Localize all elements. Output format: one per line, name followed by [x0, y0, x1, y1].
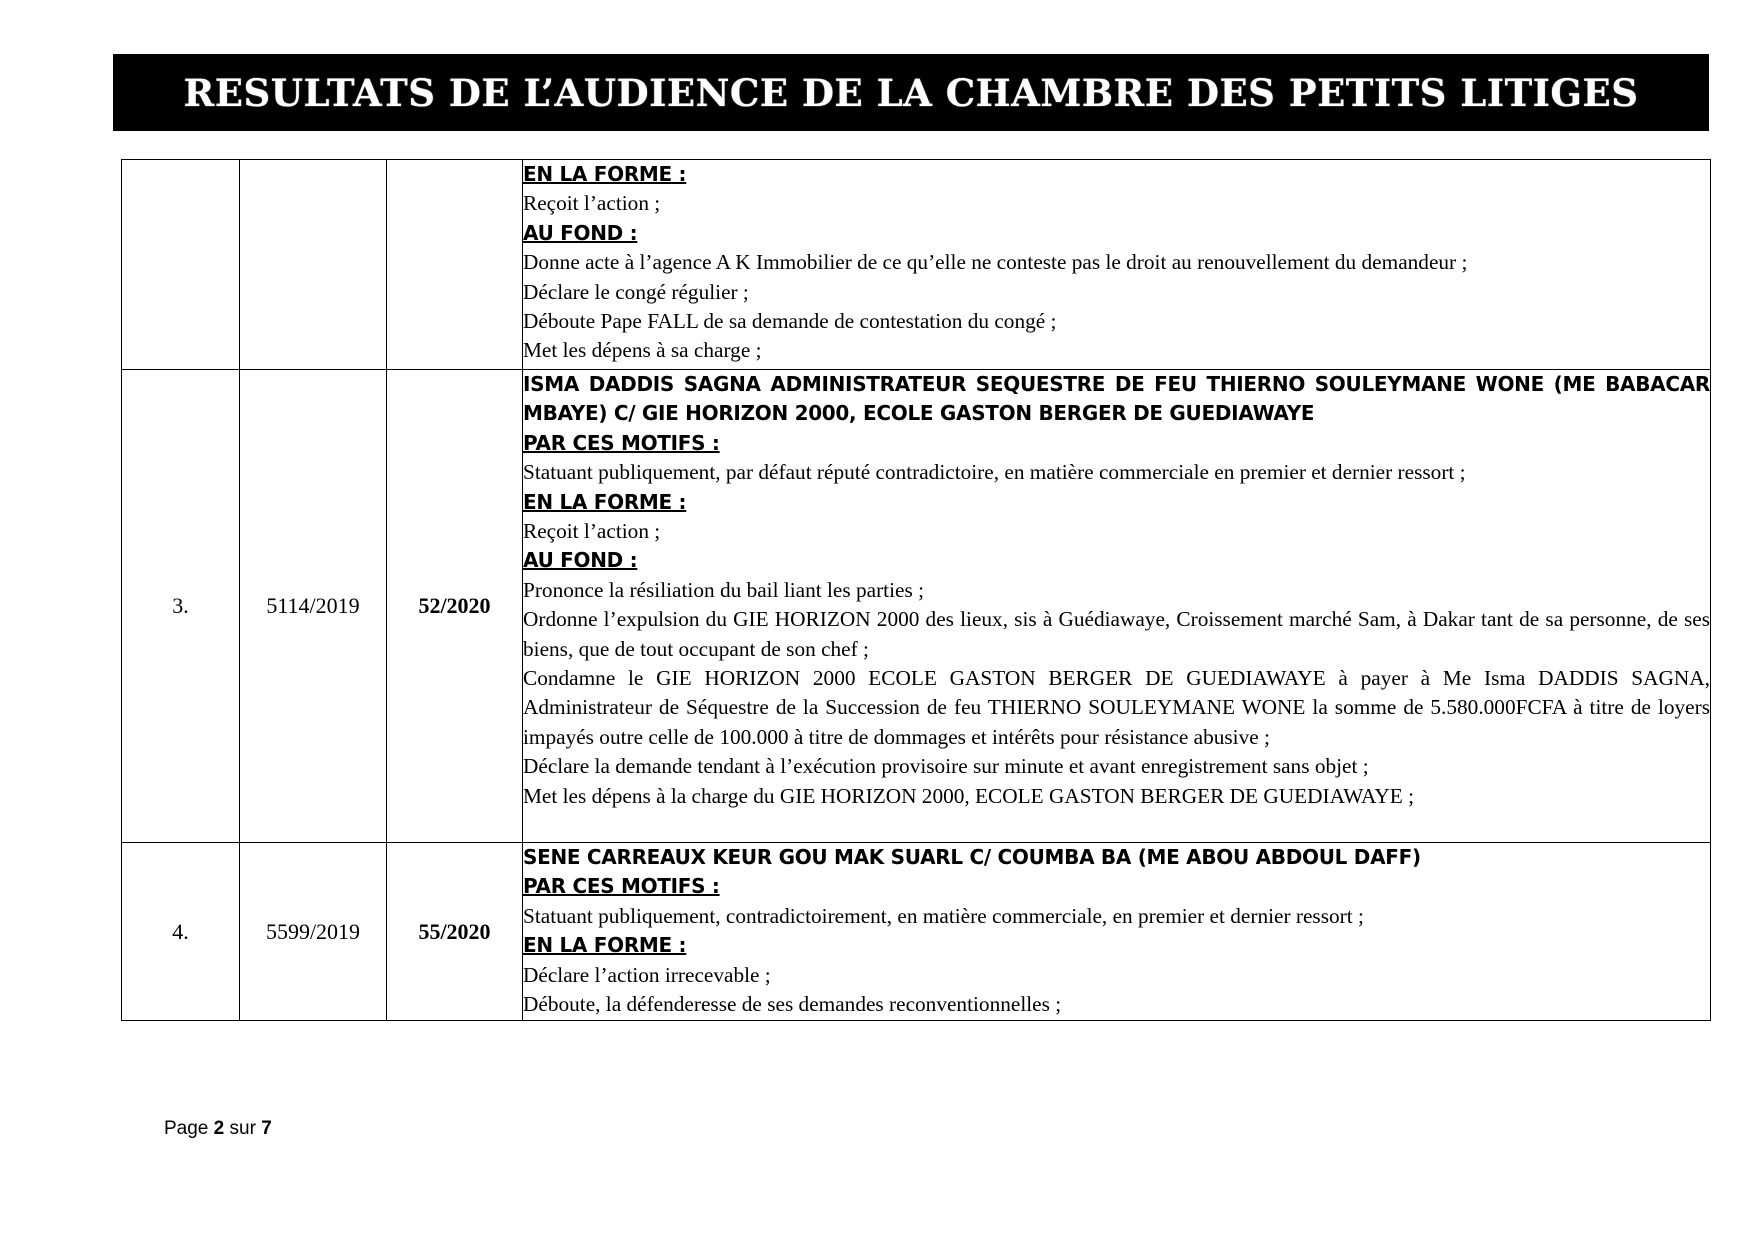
- decision-number: 52/2020: [387, 370, 523, 843]
- judgements-table: [121, 159, 1711, 1021]
- page-separator: sur: [229, 1118, 256, 1139]
- section-heading: PAR CES MOTIFS :: [523, 874, 720, 899]
- case-number: 3.: [122, 370, 240, 843]
- role-number: 5114/2019: [240, 370, 387, 843]
- text-line: Met les dépens à sa charge ;: [523, 338, 762, 363]
- table-row: [122, 370, 1711, 843]
- case-number: [122, 160, 240, 370]
- section-heading: EN LA FORME :: [523, 162, 687, 186]
- case-number: 4.: [122, 843, 240, 1021]
- decision-text: [523, 160, 1711, 370]
- section-heading: AU FOND :: [523, 548, 638, 573]
- text-line: Déclare l’action irrecevable ;: [523, 962, 771, 987]
- section-heading: EN LA FORME :: [523, 489, 687, 514]
- text-line: Déclare la demande tendant à l’exécution provisoire sur minute et avant enregistrement sans objet ;: [523, 754, 1369, 779]
- text-line: Prononce la résiliation du bail liant les parties ;: [523, 577, 924, 602]
- text-line: Déboute, la défenderesse de ses demandes reconventionnelles ;: [523, 992, 1062, 1017]
- case-parties: SENE CARREAUX KEUR GOU MAK SUARL C/ COUMBA BA (ME ABOU ABDOUL DAFF): [523, 845, 1421, 869]
- text-line: Reçoit l’action ;: [523, 519, 661, 544]
- section-heading: EN LA FORME :: [523, 933, 687, 958]
- decision-text: [523, 843, 1711, 1021]
- page-title: RESULTATS DE L’AUDIENCE DE LA CHAMBRE DES PETITS LITIGES: [183, 70, 1639, 115]
- decision-number: 55/2020: [387, 843, 523, 1021]
- text-line: Ordonne l’expulsion du GIE HORIZON 2000 des lieux, sis à Guédiawaye, Croissement marché Sam, à Dakar tant de sa personne, de ses biens, que de tout occupant de son chef ;: [523, 607, 1710, 661]
- decision-number: [387, 160, 523, 370]
- page-footer: [164, 1118, 272, 1140]
- text-line: Déclare le congé régulier ;: [523, 279, 749, 304]
- text-line: Statuant publiquement, contradictoirement, en matière commerciale, en premier et dernier ressort ;: [523, 903, 1364, 928]
- page-current: 2: [213, 1118, 225, 1139]
- text-line: Statuant publiquement, par défaut réputé contradictoire, en matière commerciale en premier et dernier ressort ;: [523, 460, 1466, 485]
- title-banner: [113, 54, 1709, 131]
- page-total: 7: [261, 1118, 272, 1139]
- section-heading: PAR CES MOTIFS :: [523, 430, 720, 455]
- case-parties: ISMA DADDIS SAGNA ADMINISTRATEUR SEQUESTRE DE FEU THIERNO SOULEYMANE WONE (ME BABACAR MBAYE) C/ GIE HORIZON 2000, ECOLE GASTON BERGER DE GUEDIAWAYE: [523, 372, 1710, 426]
- table-row: [122, 843, 1711, 1021]
- text-line: Condamne le GIE HORIZON 2000 ECOLE GASTON BERGER DE GUEDIAWAYE à payer à Me Isma DADDIS SAGNA, Administrateur de Séquestre de la Succession de feu THIERNO SOULEYMANE WONE la somme de 5.580.000FCFA à titre de loyers impayés outre celle de 100.000 à titre de dommages et intérêts pour résistance abusive ;: [523, 666, 1710, 749]
- text-line: Déboute Pape FALL de sa demande de contestation du congé ;: [523, 309, 1057, 334]
- page-label: Page: [164, 1118, 209, 1139]
- text-line: Donne acte à l’agence A K Immobilier de ce qu’elle ne conteste pas le droit au renouvellement du demandeur ;: [523, 250, 1468, 275]
- decision-text: [523, 370, 1711, 843]
- table-row: [122, 160, 1711, 370]
- text-line: Reçoit l’action ;: [523, 191, 661, 216]
- section-heading: AU FOND :: [523, 220, 638, 245]
- role-number: 5599/2019: [240, 843, 387, 1021]
- role-number: [240, 160, 387, 370]
- text-line: Met les dépens à la charge du GIE HORIZON 2000, ECOLE GASTON BERGER DE GUEDIAWAYE ;: [523, 783, 1415, 808]
